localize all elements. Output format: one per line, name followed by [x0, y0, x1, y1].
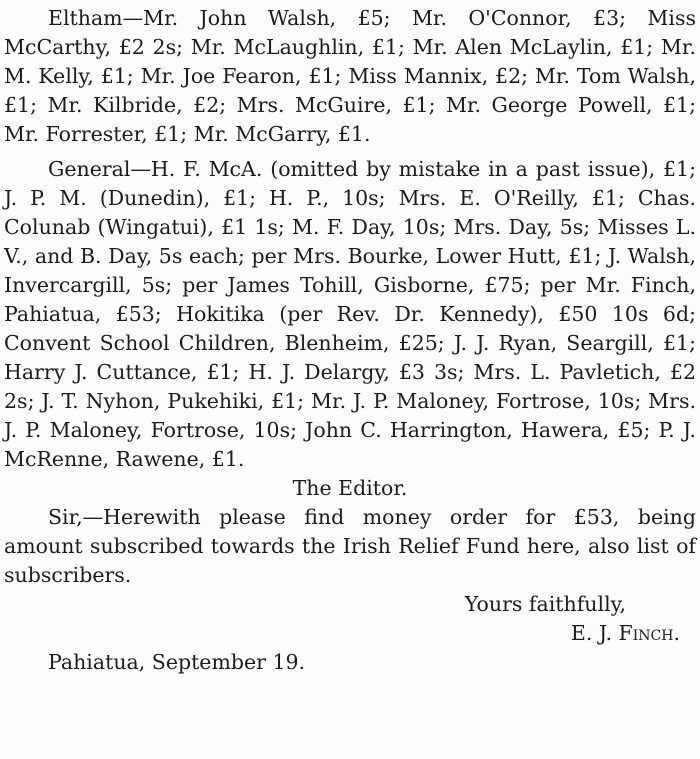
signature-initials: E. J. [570, 621, 613, 645]
letter-signature [4, 619, 696, 648]
eltham-subscribers-paragraph: Eltham—Mr. John Walsh, £5; Mr. O'Connor, £3; Miss McCarthy, £2 2s; Mr. McLaughlin, £1; Mr. Alen McLaylin, £1; Mr. M. Kelly, £1; Mr. Joe Fearon, £1; Miss Mannix, £2; Mr. Tom Walsh, £1; Mr. Kilbride, £2; Mrs. McGuire, £1; Mr. George Powell, £1; Mr. Forrester, £1; Mr. McGarry, £1. [4, 6, 696, 146]
letter-place-date: Pahiatua, September 19. [48, 650, 306, 674]
letter-heading: The Editor. [292, 476, 408, 500]
letter-body: Sir,—Herewith please find money order for £53, being amount subscribed towards the Irish Relief Fund here, also list of subscribers. [4, 505, 696, 587]
signature-surname: Finch. [618, 621, 680, 645]
general-subscribers-paragraph: General—H. F. McA. (omitted by mistake in a past issue), £1; J. P. M. (Dunedin), £1; H. P., 10s; Mrs. E. O'Reilly, £1; Chas. Colunab (Wingatui), £1 1s; M. F. Day, 10s; Mrs. Day, 5s; Misses L. V., and B. Day, 5s each; per Mrs. Bourke, Lower Hutt, £1; J. Walsh, Invercargill, 5s; per James Tohill, Gisborne, £75; per Mr. Finch, Pahiatua, £53; Hokitika (per Rev. Dr. Kennedy), £50 10s 6d; Convent School Children, Blenheim, £25; J. J. Ryan, Seargill, £1; Harry J. Cuttance, £1; H. J. Delargy, £3 3s; Mrs. L. Pavletich, £2 2s; J. T. Nyhon, Pukehiki, £1; Mr. J. P. Maloney, Fortrose, 10s; Mrs. J. P. Maloney, Fortrose, 10s; John C. Harrington, Hawera, £5; P. J. McRenne, Rawene, £1. [4, 157, 696, 471]
letter-closing: Yours faithfully, [464, 592, 626, 616]
